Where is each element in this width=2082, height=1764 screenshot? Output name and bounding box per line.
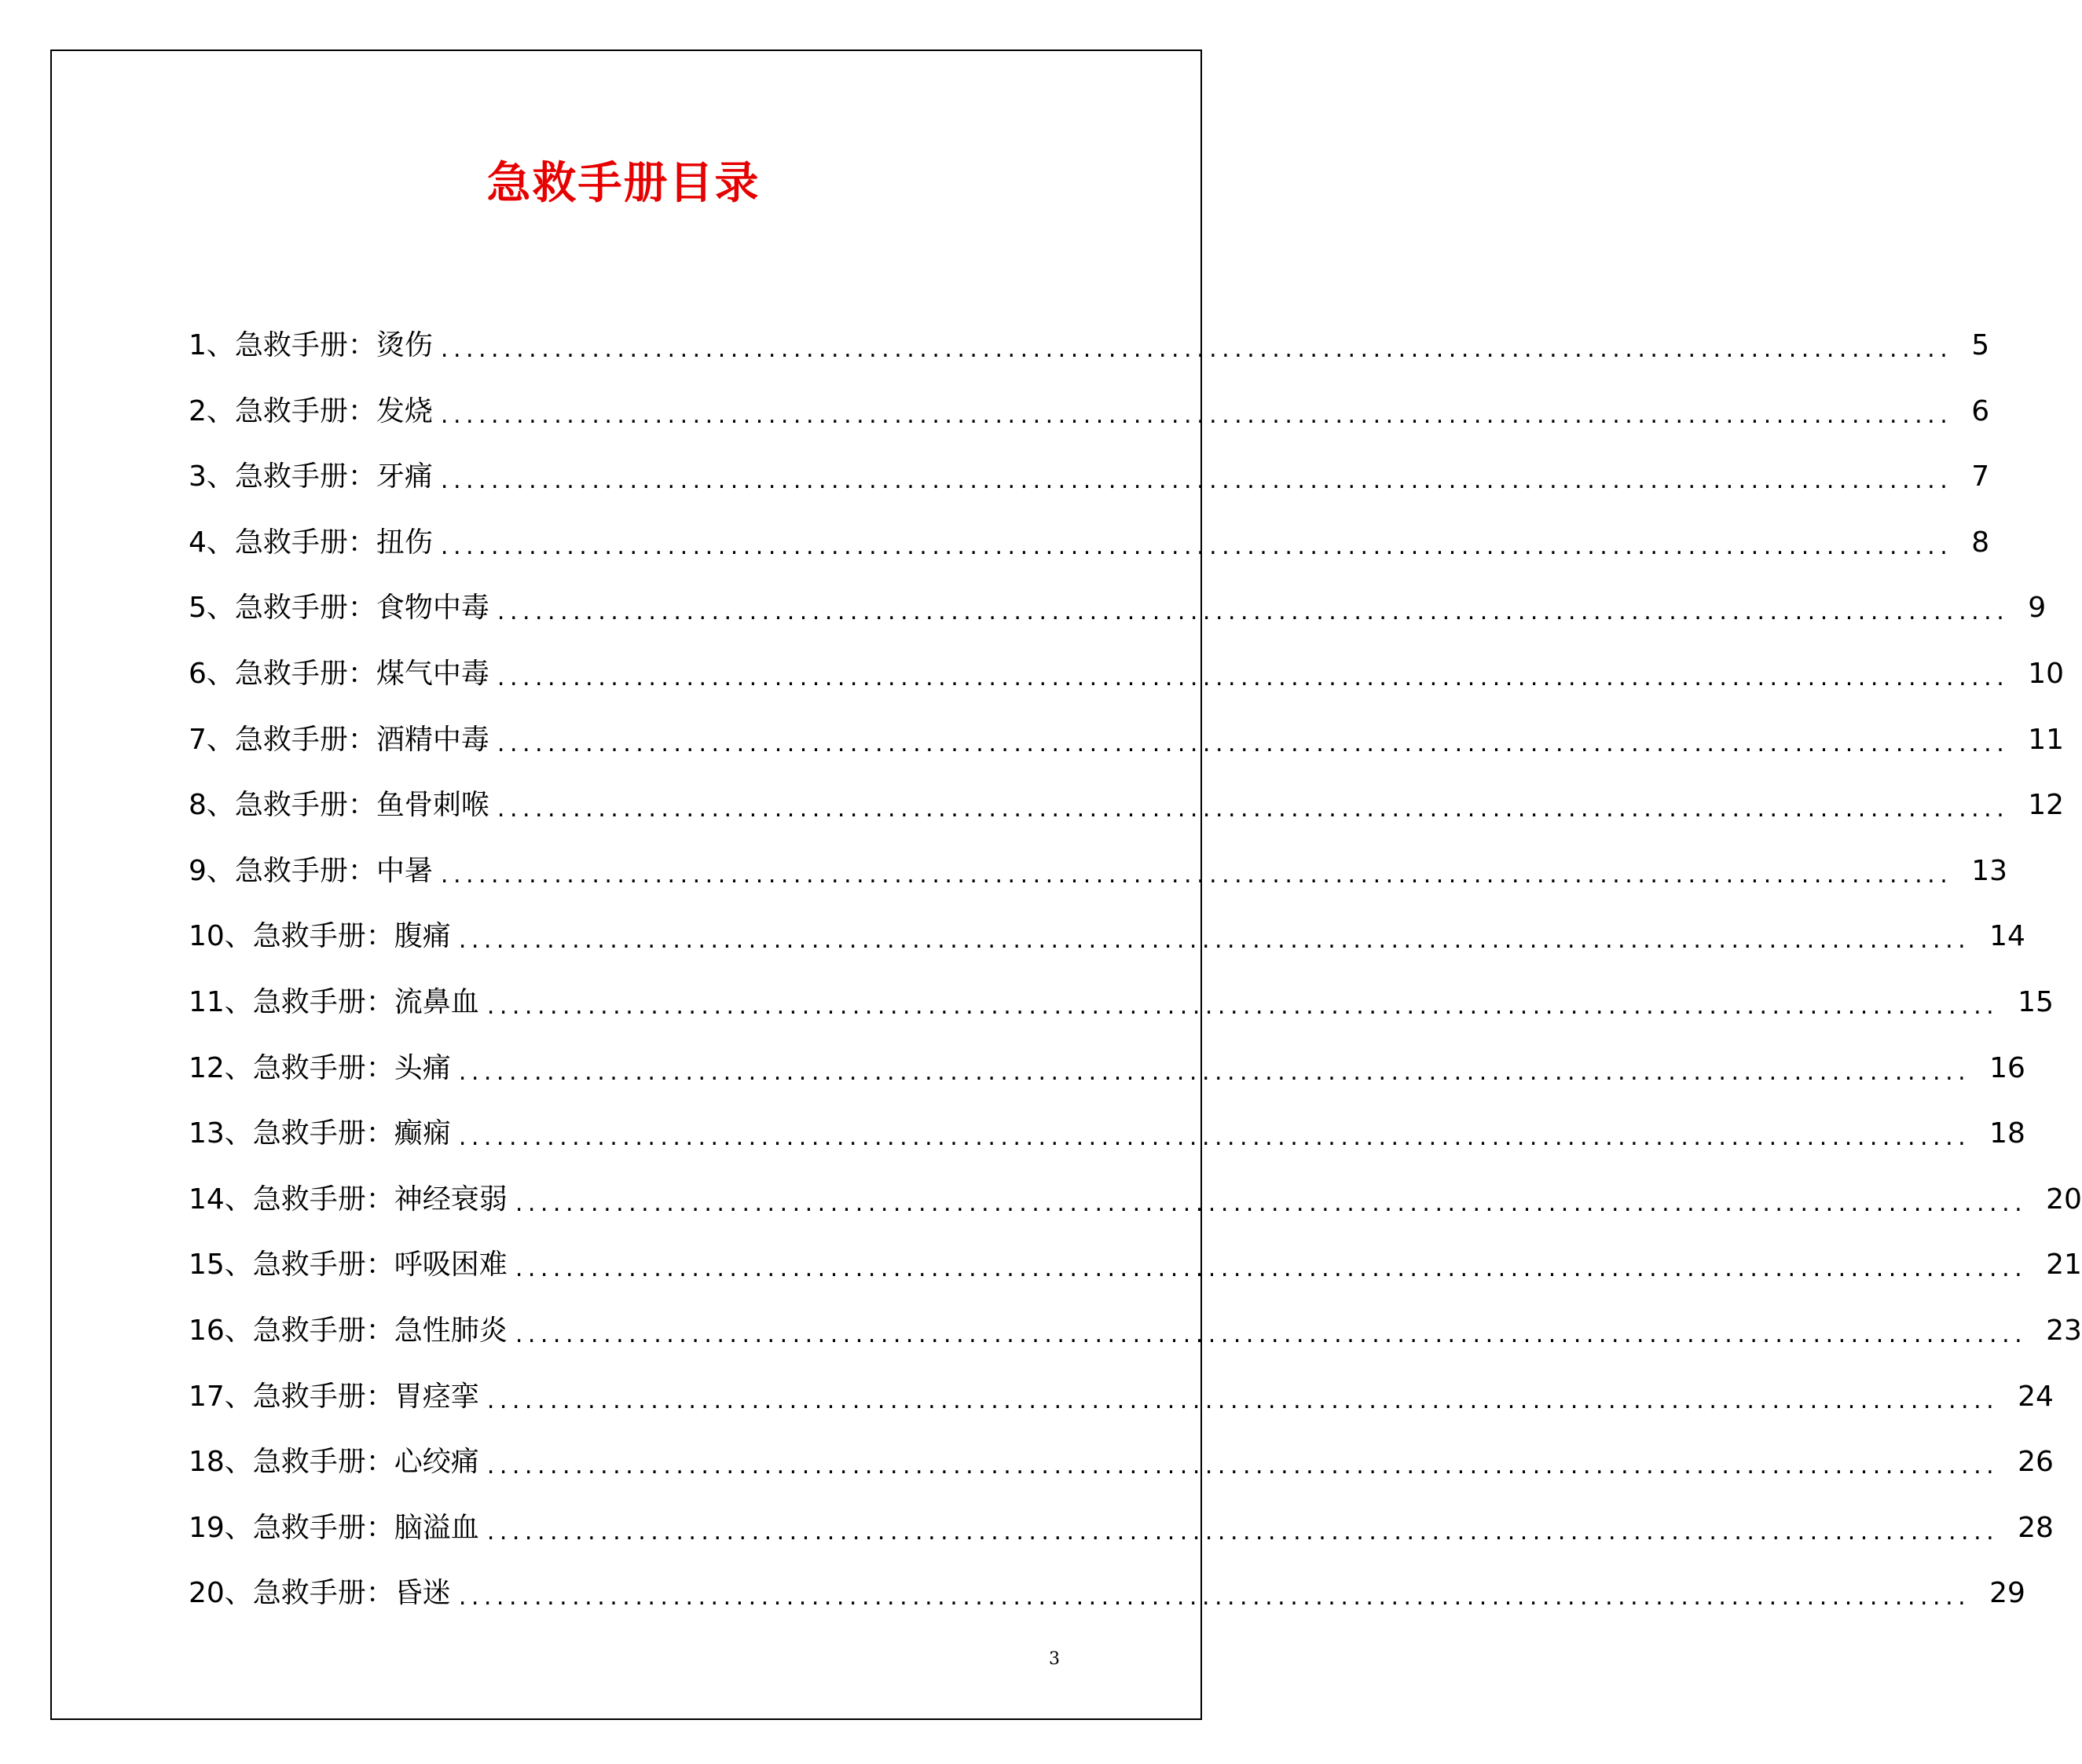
toc-entry-page: 29	[1989, 1577, 2025, 1610]
toc-entry[interactable]	[189, 1505, 2054, 1571]
toc-entry-page: 8	[1971, 526, 1990, 559]
toc-entry[interactable]	[189, 782, 2065, 848]
toc-entry[interactable]	[189, 848, 2008, 914]
toc-entry[interactable]	[189, 388, 1990, 454]
toc-entry-label: 17、急救手册：胃痉挛	[189, 1380, 479, 1413]
toc-leader-dots: ........................................................................................................................	[515, 1320, 2028, 1348]
toc-entry-label: 12、急救手册：头痛	[189, 1051, 451, 1084]
toc-entry[interactable]	[189, 1307, 2082, 1373]
toc-entry-label: 5、急救手册：食物中毒	[189, 592, 489, 625]
toc-entry-page: 26	[2018, 1446, 2054, 1479]
page-number: 3	[1049, 1649, 1060, 1669]
toc-leader-dots: ........................................................................................................................	[486, 992, 2000, 1020]
toc-entry-label: 3、急救手册：牙痛	[189, 460, 433, 493]
toc-entry-label: 20、急救手册：昏迷	[189, 1577, 451, 1610]
toc-entry[interactable]	[189, 1373, 2054, 1439]
toc-leader-dots: ........................................................................................................................	[497, 795, 2010, 823]
toc-entry-label: 13、急救手册：癫痫	[189, 1117, 451, 1150]
toc-entry-label: 16、急救手册：急性肺炎	[189, 1314, 508, 1347]
toc-entry[interactable]	[189, 1045, 2025, 1111]
toc-leader-dots: ........................................................................................................................	[458, 1124, 1971, 1152]
toc-entry-page: 16	[1989, 1051, 2025, 1084]
toc-entry-label: 15、急救手册：呼吸困难	[189, 1249, 508, 1282]
toc-entry[interactable]	[189, 1176, 2082, 1242]
toc-entry-label: 11、急救手册：流鼻血	[189, 985, 479, 1018]
toc-entry[interactable]	[189, 979, 2054, 1045]
toc-entry[interactable]	[189, 1110, 2025, 1176]
toc-leader-dots: ........................................................................................................................	[440, 467, 1953, 495]
toc-entry-page: 11	[2028, 723, 2065, 756]
toc-entry-page: 14	[1989, 920, 2025, 953]
toc-entry-label: 6、急救手册：煤气中毒	[189, 657, 489, 690]
toc-entry-page: 5	[1971, 329, 1990, 361]
toc-leader-dots: ........................................................................................................................	[458, 1583, 1971, 1612]
toc-leader-dots: ........................................................................................................................	[440, 860, 1953, 889]
toc-leader-dots: ........................................................................................................................	[497, 663, 2010, 691]
toc-entry-label: 7、急救手册：酒精中毒	[189, 723, 489, 756]
toc-entry[interactable]	[189, 651, 2065, 717]
toc-entry-page: 6	[1971, 394, 1990, 427]
toc-entry[interactable]	[189, 453, 1990, 519]
toc-leader-dots: ........................................................................................................................	[497, 598, 2010, 626]
toc-entry[interactable]	[189, 519, 1990, 585]
toc-entry[interactable]	[189, 1241, 2082, 1307]
toc-entry-page: 21	[2046, 1249, 2082, 1282]
toc-entry[interactable]	[189, 1439, 2054, 1505]
toc-entry-label: 9、急救手册：中暑	[189, 854, 433, 887]
toc-entry[interactable]	[189, 585, 2047, 651]
toc-entry-page: 12	[2028, 789, 2065, 822]
toc-entry-label: 2、急救手册：发烧	[189, 394, 433, 427]
toc-entry-page: 13	[1971, 854, 2008, 887]
toc-leader-dots: ........................................................................................................................	[486, 1517, 2000, 1546]
toc-entry[interactable]	[189, 322, 1990, 388]
toc-entry-label: 8、急救手册：鱼骨刺喉	[189, 789, 489, 822]
toc-entry-label: 19、急救手册：脑溢血	[189, 1511, 479, 1544]
toc-entry-page: 18	[1989, 1117, 2025, 1150]
table-of-contents	[189, 322, 2082, 1636]
toc-entry-page: 7	[1971, 460, 1990, 493]
toc-entry[interactable]	[189, 913, 2025, 979]
document-title: 急救手册目录	[486, 158, 761, 209]
toc-leader-dots: ........................................................................................................................	[497, 729, 2010, 757]
toc-leader-dots: ........................................................................................................................	[458, 1058, 1971, 1086]
toc-entry-page: 23	[2046, 1314, 2082, 1347]
toc-entry-page: 28	[2018, 1511, 2054, 1544]
toc-leader-dots: ........................................................................................................................	[515, 1189, 2028, 1217]
toc-entry[interactable]	[189, 1570, 2025, 1636]
toc-leader-dots: ........................................................................................................................	[486, 1386, 2000, 1414]
toc-entry-label: 4、急救手册：扭伤	[189, 526, 433, 559]
toc-entry-label: 10、急救手册：腹痛	[189, 920, 451, 953]
toc-entry-page: 24	[2018, 1380, 2054, 1413]
toc-entry[interactable]	[189, 717, 2065, 783]
toc-leader-dots: ........................................................................................................................	[440, 336, 1953, 363]
toc-entry-page: 20	[2046, 1183, 2082, 1216]
toc-leader-dots: ........................................................................................................................	[440, 532, 1953, 560]
toc-leader-dots: ........................................................................................................................	[515, 1255, 2028, 1283]
toc-entry-label: 14、急救手册：神经衰弱	[189, 1183, 508, 1216]
toc-leader-dots: ........................................................................................................................	[440, 401, 1953, 429]
toc-entry-label: 1、急救手册：烫伤	[189, 329, 433, 361]
toc-entry-label: 18、急救手册：心绞痛	[189, 1446, 479, 1479]
toc-entry-page: 10	[2028, 657, 2065, 690]
toc-leader-dots: ........................................................................................................................	[486, 1452, 2000, 1480]
toc-leader-dots: ........................................................................................................................	[458, 926, 1971, 955]
toc-entry-page: 9	[2028, 592, 2047, 625]
toc-entry-page: 15	[2018, 985, 2054, 1018]
